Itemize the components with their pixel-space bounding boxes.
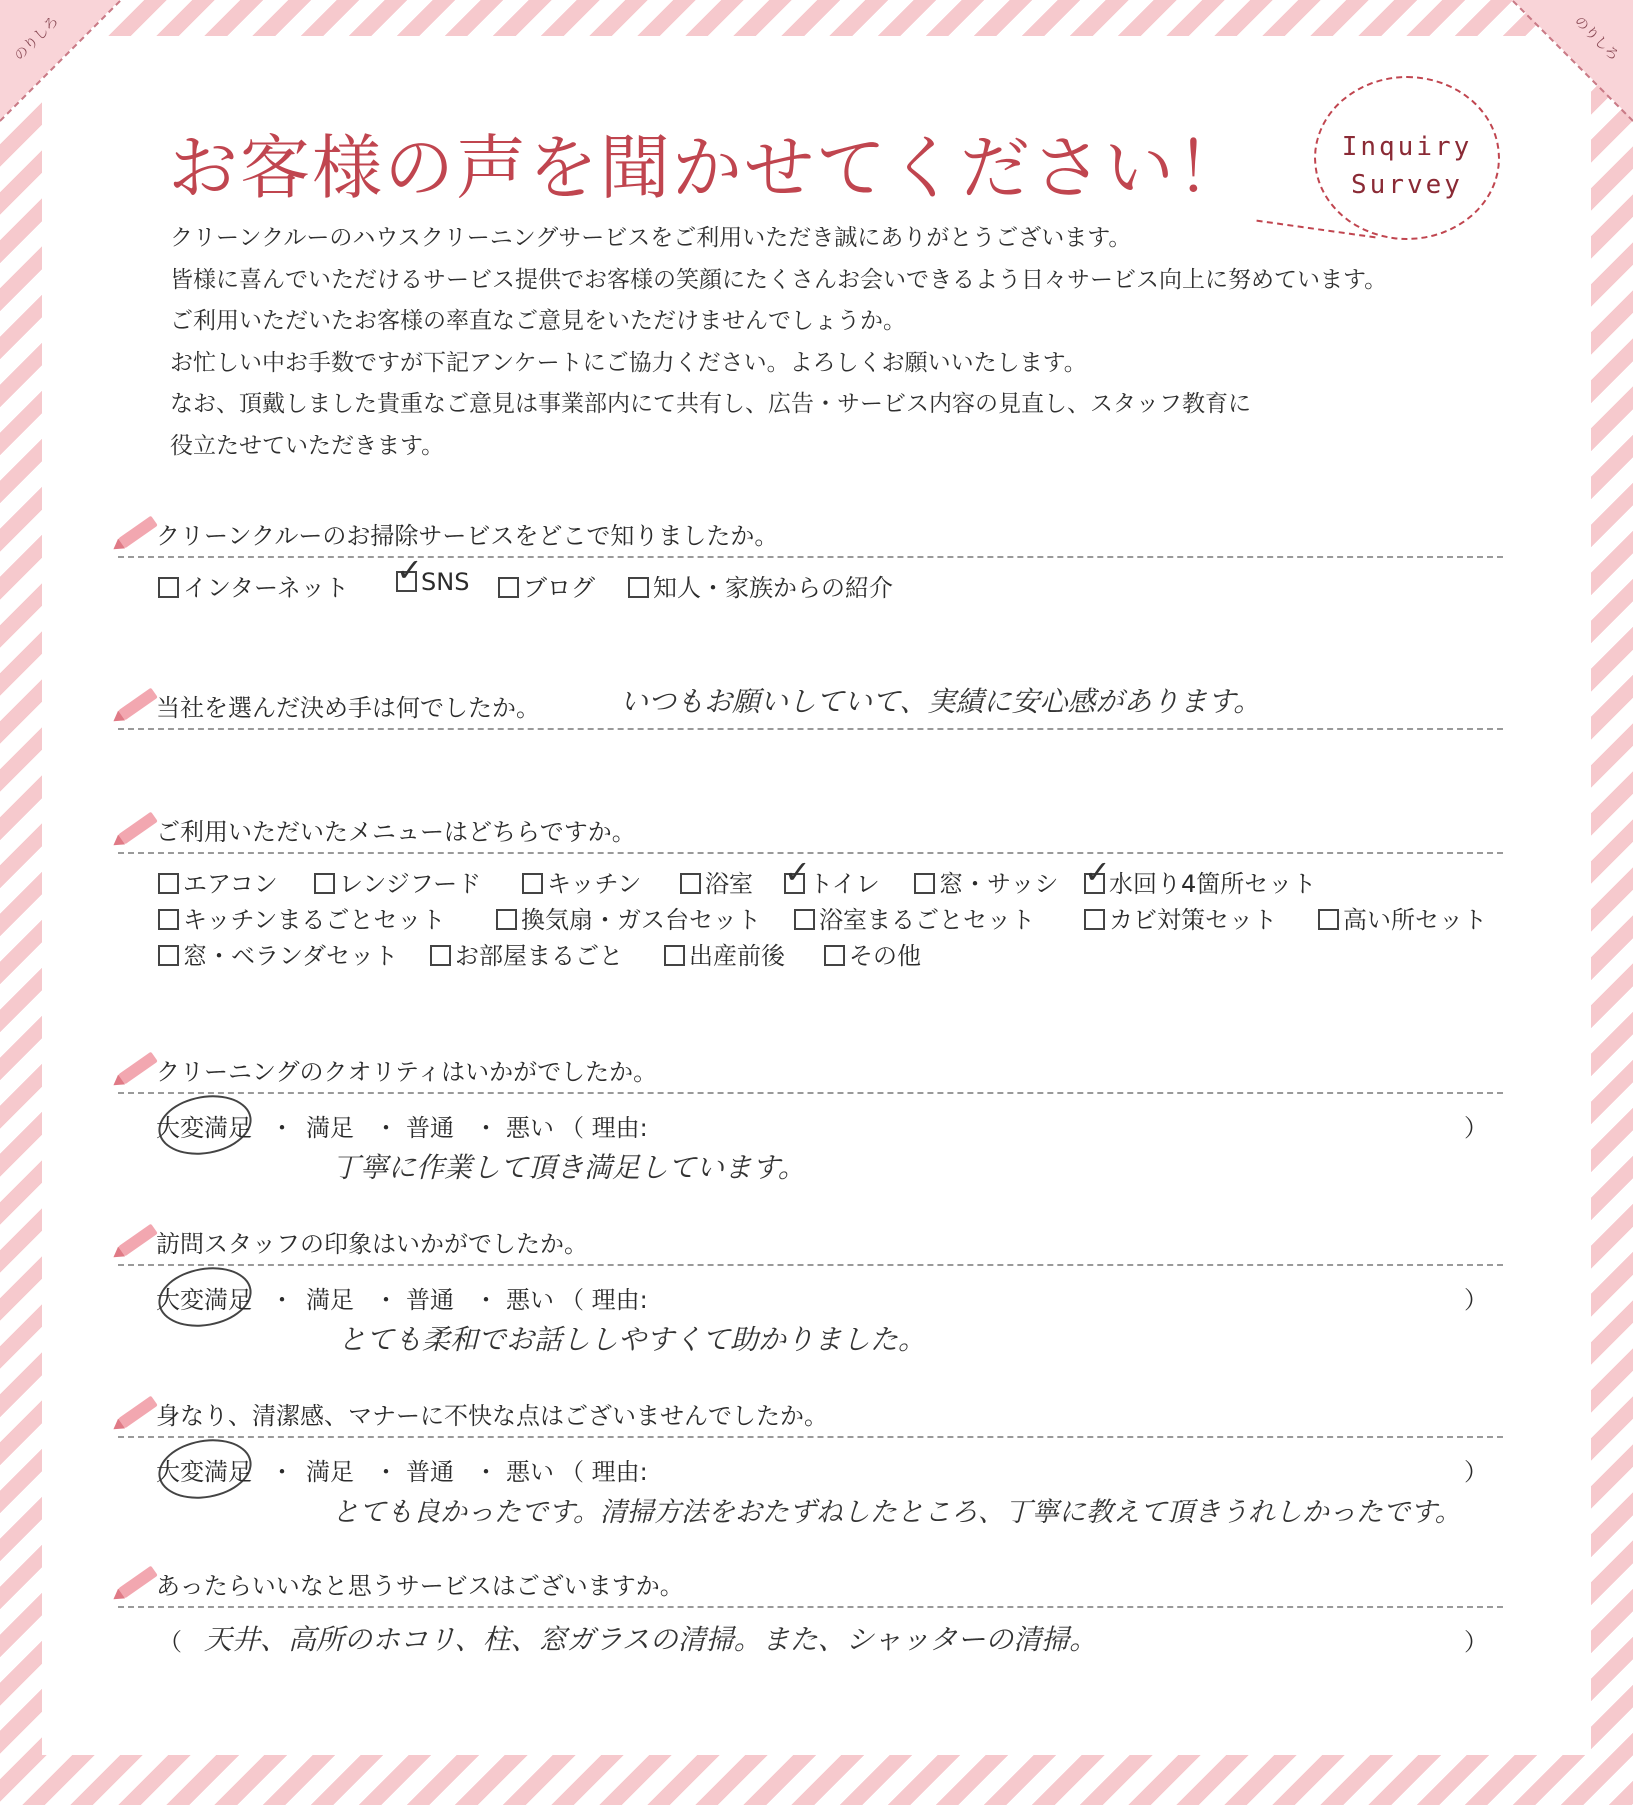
handwritten-answer: とても良かったです。清掃方法をおたずねしたところ、丁寧に教えて頂きうれしかったです。 bbox=[332, 1497, 1462, 1528]
dashed-rule bbox=[118, 556, 1503, 558]
checkbox[interactable] bbox=[1084, 873, 1105, 894]
glue-tab-label: のりしろ bbox=[11, 13, 63, 65]
handwritten-answer: 天井、高所のホコリ、柱、窓ガラスの清掃。また、シャッターの清掃。 bbox=[204, 1623, 1098, 1656]
option-label: レンジフード bbox=[339, 870, 482, 898]
page-title: お客様の声を聞かせてください！ bbox=[168, 127, 1248, 209]
option-room-set[interactable] bbox=[430, 936, 623, 971]
option-label: 浴室まるごとセット bbox=[819, 906, 1035, 934]
checkbox[interactable] bbox=[794, 909, 815, 930]
bubble-line-2: Survey bbox=[1351, 170, 1463, 200]
pencil-icon bbox=[118, 812, 158, 845]
glue-tab-label: のりしろ bbox=[1570, 13, 1622, 65]
option-label: カビ対策セット bbox=[1109, 906, 1277, 934]
rating-satisfied[interactable]: 満足 bbox=[306, 1458, 354, 1486]
rating-row bbox=[118, 1102, 1503, 1146]
option-fan-gas-set[interactable] bbox=[496, 900, 761, 935]
checkbox[interactable] bbox=[498, 577, 519, 598]
question-5 bbox=[118, 1220, 1503, 1362]
checkbox[interactable] bbox=[430, 945, 451, 966]
question-text: 身なり、清潔感、マナーに不快な点はございませんでしたか。 bbox=[156, 1402, 828, 1430]
glue-tab-left bbox=[0, 0, 120, 120]
question-head bbox=[118, 1048, 1503, 1088]
option-label: インターネット bbox=[183, 574, 349, 602]
option-kitchen[interactable] bbox=[522, 864, 641, 899]
question-1 bbox=[118, 512, 1503, 606]
question-text: 訪問スタッフの印象はいかがでしたか。 bbox=[156, 1230, 588, 1258]
option-label: キッチン bbox=[547, 870, 642, 898]
rating-bad[interactable]: 悪い bbox=[506, 1286, 554, 1314]
option-window-sash[interactable] bbox=[914, 864, 1059, 899]
answer-close: ） bbox=[1464, 1628, 1488, 1656]
checkbox[interactable] bbox=[158, 909, 179, 930]
answer-area bbox=[118, 1490, 1503, 1534]
rating-bad[interactable]: 悪い bbox=[506, 1114, 554, 1142]
answer-area bbox=[118, 1318, 1503, 1362]
checkbox[interactable] bbox=[158, 945, 179, 966]
option-label: 水回り4箇所セット bbox=[1109, 870, 1317, 898]
checkbox[interactable] bbox=[158, 873, 179, 894]
question-text: あったらいいなと思うサービスはございますか。 bbox=[156, 1572, 684, 1600]
pencil-icon bbox=[118, 1396, 158, 1429]
rating-dot: ・ bbox=[374, 1286, 398, 1314]
rating-dot: ・ bbox=[474, 1458, 498, 1486]
option-label: 窓・サッシ bbox=[939, 870, 1059, 898]
pencil-icon bbox=[118, 1052, 158, 1085]
reason-close: ） bbox=[1464, 1286, 1488, 1314]
question-3 bbox=[118, 808, 1503, 972]
question-head bbox=[118, 1220, 1503, 1260]
rating-dot: ・ bbox=[474, 1286, 498, 1314]
answer-open: （ bbox=[158, 1628, 182, 1656]
checkbox[interactable] bbox=[314, 873, 335, 894]
checkbox[interactable] bbox=[1084, 909, 1105, 930]
rating-neutral[interactable]: 普通 bbox=[406, 1114, 454, 1142]
checkbox[interactable] bbox=[628, 577, 649, 598]
option-label: その他 bbox=[849, 942, 921, 970]
cut-line bbox=[1512, 0, 1633, 122]
question-text: クリーンクルーのお掃除サービスをどこで知りましたか。 bbox=[156, 522, 779, 550]
checkbox[interactable] bbox=[396, 571, 417, 592]
intro-line: お忙しい中お手数ですが下記アンケートにご協力ください。よろしくお願いいたします。 bbox=[170, 349, 1087, 376]
option-high-place-set[interactable] bbox=[1318, 900, 1487, 935]
question-head bbox=[118, 808, 1503, 848]
question-text: 当社を選んだ決め手は何でしたか。 bbox=[156, 694, 540, 722]
rating-dot: ・ bbox=[374, 1458, 398, 1486]
rating-dot: ・ bbox=[270, 1286, 294, 1314]
handwritten-answer: とても柔和でお話ししやすくて助かりました。 bbox=[338, 1323, 927, 1356]
pencil-icon bbox=[118, 688, 158, 721]
option-rangehood[interactable] bbox=[314, 864, 481, 899]
checkbox[interactable] bbox=[496, 909, 517, 930]
rating-row bbox=[118, 1446, 1503, 1490]
rating-dot: ・ bbox=[374, 1114, 398, 1142]
option-label: 換気扇・ガス台セット bbox=[521, 906, 761, 934]
rating-satisfied[interactable]: 満足 bbox=[306, 1286, 354, 1314]
option-label: 浴室 bbox=[705, 870, 753, 898]
inquiry-bubble bbox=[1314, 76, 1500, 240]
options bbox=[118, 566, 1503, 606]
dashed-rule bbox=[118, 1092, 1503, 1094]
rating-neutral[interactable]: 普通 bbox=[406, 1458, 454, 1486]
option-kitchen-set[interactable] bbox=[158, 900, 445, 935]
reason-close: ） bbox=[1464, 1458, 1488, 1486]
option-referral[interactable] bbox=[628, 568, 893, 603]
question-text: クリーニングのクオリティはいかがでしたか。 bbox=[156, 1058, 658, 1086]
option-label: 高い所セット bbox=[1343, 906, 1487, 934]
option-bathroom-set[interactable] bbox=[794, 900, 1035, 935]
rating-very-satisfied[interactable]: 大変満足 bbox=[156, 1286, 252, 1314]
checkbox[interactable] bbox=[784, 873, 805, 894]
option-blog[interactable] bbox=[498, 568, 595, 603]
rating-satisfied[interactable]: 満足 bbox=[306, 1114, 354, 1142]
rating-very-satisfied[interactable]: 大変満足 bbox=[156, 1458, 252, 1486]
option-label: 窓・ベランダセット bbox=[183, 942, 399, 970]
rating-dot: ・ bbox=[270, 1458, 294, 1486]
handwritten-answer: いつもお願いしていて、実績に安心感があります。 bbox=[620, 685, 1262, 718]
question-head bbox=[118, 1392, 1503, 1432]
options bbox=[118, 862, 1503, 972]
option-maternity[interactable] bbox=[664, 936, 785, 971]
answer-area bbox=[118, 1618, 1503, 1668]
rating-dot: ・ bbox=[474, 1114, 498, 1142]
rating-bad[interactable]: 悪い bbox=[506, 1458, 554, 1486]
option-label: SNS bbox=[421, 568, 470, 596]
option-toilet[interactable] bbox=[784, 864, 880, 899]
dashed-rule bbox=[118, 1264, 1503, 1266]
intro-line: なお、頂戴しました貴重なご意見は事業部内にて共有し、広告・サービス内容の見直し、スタッフ教育に bbox=[170, 391, 1251, 417]
option-bathroom[interactable] bbox=[680, 864, 753, 899]
reason-label: （ 理由: bbox=[560, 1114, 648, 1142]
question-4 bbox=[118, 1048, 1503, 1190]
option-label: お部屋まるごと bbox=[455, 942, 623, 970]
question-head bbox=[118, 1562, 1503, 1602]
question-2 bbox=[118, 684, 1503, 730]
option-label: キッチンまるごとセット bbox=[183, 906, 446, 934]
reason-label: （ 理由: bbox=[560, 1286, 648, 1314]
dashed-rule bbox=[118, 1606, 1503, 1608]
option-mold-set[interactable] bbox=[1084, 900, 1277, 935]
intro-text bbox=[170, 218, 1570, 467]
question-head bbox=[118, 684, 1503, 724]
rating-row bbox=[118, 1274, 1503, 1318]
option-window-veranda-set[interactable] bbox=[158, 936, 398, 971]
pencil-icon bbox=[118, 1566, 158, 1599]
handwritten-answer: 丁寧に作業して頂き満足しています。 bbox=[332, 1151, 806, 1184]
checkbox[interactable] bbox=[824, 945, 845, 966]
bubble-line-1: Inquiry bbox=[1341, 132, 1473, 162]
checkbox[interactable] bbox=[664, 945, 685, 966]
cut-line bbox=[0, 0, 121, 122]
checkbox[interactable] bbox=[1318, 909, 1339, 930]
pencil-icon bbox=[118, 516, 158, 549]
checkbox[interactable] bbox=[914, 873, 935, 894]
rating-very-satisfied[interactable]: 大変満足 bbox=[156, 1114, 252, 1142]
intro-line: 皆様に喜んでいただけるサービス提供でお客様の笑顔にたくさんお会いできるよう日々サービス向上に努めています。 bbox=[170, 266, 1388, 293]
option-label: エアコン bbox=[183, 870, 278, 898]
glue-tab-right bbox=[1513, 0, 1633, 120]
checkbox[interactable] bbox=[522, 873, 543, 894]
option-label: 知人・家族からの紹介 bbox=[653, 574, 893, 602]
answer-area bbox=[118, 1146, 1503, 1190]
option-label: 出産前後 bbox=[689, 942, 785, 970]
option-other[interactable] bbox=[824, 936, 921, 971]
dashed-rule bbox=[118, 728, 1503, 730]
rating-dot: ・ bbox=[270, 1114, 294, 1142]
dashed-rule bbox=[118, 1436, 1503, 1438]
question-text: ご利用いただいたメニューはどちらですか。 bbox=[156, 818, 636, 846]
reason-label: （ 理由: bbox=[560, 1458, 648, 1486]
intro-line: ご利用いただいたお客様の率直なご意見をいただけませんでしょうか。 bbox=[170, 308, 906, 334]
option-sns[interactable] bbox=[396, 568, 469, 596]
question-head bbox=[118, 512, 1503, 552]
option-aircon[interactable] bbox=[158, 864, 278, 899]
checkbox[interactable] bbox=[158, 577, 179, 598]
option-label: トイレ bbox=[809, 870, 880, 898]
rating-neutral[interactable]: 普通 bbox=[406, 1286, 454, 1314]
option-internet[interactable] bbox=[158, 568, 349, 603]
intro-line: 役立たせていただきます。 bbox=[170, 432, 445, 459]
option-water-4set[interactable] bbox=[1084, 864, 1316, 899]
checkbox[interactable] bbox=[680, 873, 701, 894]
pencil-icon bbox=[118, 1224, 158, 1257]
intro-line: クリーンクルーのハウスクリーニングサービスをご利用いただき誠にありがとうございます。 bbox=[170, 225, 1132, 251]
question-6 bbox=[118, 1392, 1503, 1534]
option-label: ブログ bbox=[523, 574, 595, 602]
question-7 bbox=[118, 1562, 1503, 1668]
reason-close: ） bbox=[1464, 1114, 1488, 1142]
